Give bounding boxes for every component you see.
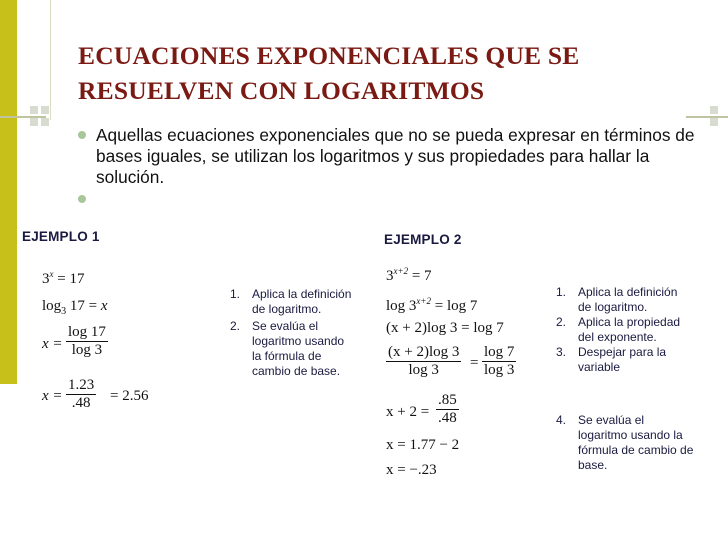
example2-heading: EJEMPLO 2 (384, 232, 462, 247)
ex1-eq4-rhs: = 2.56 (110, 388, 149, 404)
ex1-step-1 (230, 287, 370, 317)
ex2-eq5-den: .48 (438, 410, 457, 426)
ex2-step-4-line: fórmula de cambio de (578, 443, 694, 457)
ex2-step-4 (556, 413, 716, 473)
ex1-eq4-num: 1.23 (68, 377, 95, 393)
ex1-eq3-lhs (42, 336, 63, 353)
ex1-step-2-line: logaritmo usando (252, 334, 345, 348)
bullet-dot (78, 131, 86, 139)
divider-right (686, 116, 728, 118)
example1-heading: EJEMPLO 1 (22, 229, 100, 244)
ex1-eq1 (42, 269, 84, 288)
example2-steps-b (556, 413, 716, 473)
ex2-step-2 (556, 315, 706, 345)
ex2-eq4-num2: log 7 (484, 344, 515, 360)
ex1-eq1-base: 3 (42, 271, 50, 287)
title-line-2: RESUELVEN CON LOGARITMOS (78, 76, 485, 105)
ex1-eq3-den: log 3 (66, 341, 108, 359)
ex1-step-1-line: Aplica la definición (252, 287, 352, 301)
ex1-step-2-line: la fórmula de (252, 349, 322, 363)
ex2-step-4-number: 4. (556, 413, 567, 427)
ex2-step-1 (556, 285, 706, 315)
ex1-step-2 (230, 319, 370, 379)
ex1-step-2-line: cambio de base. (252, 364, 341, 378)
ex1-eq4-den: .48 (66, 394, 96, 412)
divider-vertical (50, 0, 51, 120)
ex1-eq2-rest: 17 = (69, 298, 98, 314)
ex2-step-2-line: Aplica la propiedad (578, 315, 681, 329)
ex2-step-3-line: variable (578, 360, 621, 374)
ex2-step-3 (556, 345, 706, 375)
ex2-eq5-fraction (436, 392, 459, 427)
ex1-eq2-sub: 3 (61, 306, 67, 317)
ex2-step-4-line: Se evalúa el (578, 413, 645, 427)
ex1-eq3-lhs-text: x = (42, 336, 63, 352)
bullet-dot-empty (78, 195, 86, 203)
ex2-step-1-number: 1. (556, 285, 567, 299)
ex2-step-4-line: logaritmo usando la (578, 428, 683, 442)
ex2-step-2-number: 2. (556, 315, 567, 329)
sidebar-lower (0, 384, 17, 546)
example1-steps (230, 287, 370, 379)
ex2-eq1-rhs: = 7 (411, 268, 432, 284)
ex2-eq2 (386, 296, 477, 315)
ex2-eq1 (386, 266, 432, 285)
decor-square (710, 118, 718, 126)
ex2-eq4-num1: (x + 2)log 3 (388, 344, 460, 360)
ex2-step-1-line: Aplica la definición (578, 285, 678, 299)
decor-square (30, 106, 38, 114)
ex1-step-1-number: 1. (230, 287, 241, 301)
ex2-step-3-line: Despejar para la (578, 345, 667, 359)
ex1-eq2 (42, 298, 108, 317)
ex2-eq4-fraction-left (386, 344, 461, 379)
ex1-step-2-line: Se evalúa el (252, 319, 319, 333)
ex2-eq2-rhs: = log 7 (434, 298, 478, 314)
ex1-eq4-lhs (42, 388, 63, 405)
ex2-step-3-number: 3. (556, 345, 567, 359)
ex2-eq5-lhs: x + 2 = (386, 404, 430, 420)
ex1-step-1-line: de logaritmo. (252, 302, 322, 316)
ex1-eq1-exp: x (49, 269, 54, 279)
decor-square (30, 118, 38, 126)
ex2-eq4-equals: = (470, 355, 479, 371)
example2-steps-a (556, 285, 706, 375)
ex1-eq4-lhs-text: x = (42, 388, 63, 404)
ex2-eq1-exp: x+2 (393, 266, 409, 276)
ex2-eq4-den2: log 3 (484, 362, 515, 378)
ex2-eq5-num: .85 (438, 392, 457, 408)
bullet-text: Aquellas ecuaciones exponenciales que no se pueda expresar en términos de bases iguales, se utilizan los logaritmos y sus propiedades para hallar la solución. (96, 125, 695, 187)
ex2-eq6: x = 1.77 − 2 (386, 437, 460, 453)
ex1-eq1-rhs: = 17 (57, 271, 85, 287)
ex2-step-1-line: de logaritmo. (578, 300, 648, 314)
ex2-eq4-den1: log 3 (386, 361, 461, 379)
ex1-eq4-fraction (66, 377, 96, 412)
ex2-eq1-base: 3 (386, 268, 394, 284)
ex2-eq7: x = −.23 (386, 462, 437, 478)
title-line-1: ECUACIONES EXPONENCIALES QUE SE (78, 41, 580, 70)
divider-left (0, 116, 46, 118)
decor-square (41, 106, 49, 114)
decor-square (41, 118, 49, 126)
decor-square (710, 106, 718, 114)
ex1-eq2-var: x (100, 298, 108, 314)
ex2-eq2-lhs: log 3 (386, 298, 417, 314)
slide-title (78, 38, 698, 108)
ex1-step-2-number: 2. (230, 319, 241, 333)
accent-sidebar (0, 0, 17, 384)
ex2-eq3: (x + 2)log 3 = log 7 (386, 320, 504, 336)
ex1-eq3-fraction (66, 324, 108, 359)
ex2-eq4-fraction-right (482, 344, 516, 379)
ex1-eq2-log: log (42, 298, 62, 314)
ex2-step-2-line: del exponente. (578, 330, 657, 344)
ex2-eq2-exp: x+2 (416, 296, 431, 306)
ex2-step-4-line: base. (578, 458, 608, 472)
ex1-eq3-num: log 17 (68, 324, 106, 340)
